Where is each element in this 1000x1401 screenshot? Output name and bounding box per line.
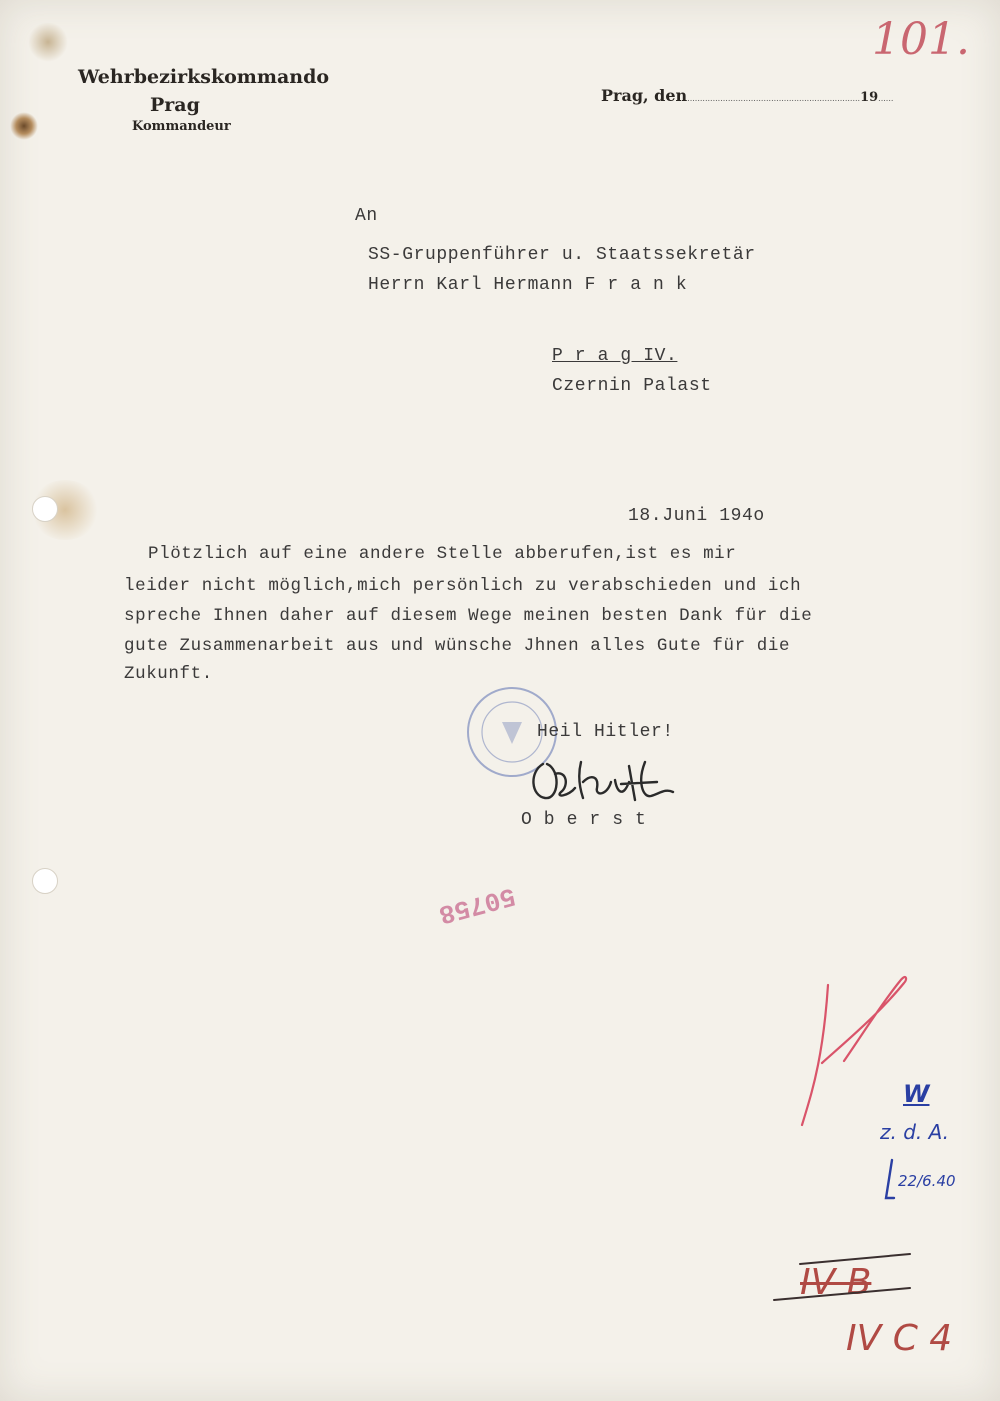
recipient-address: Czernin Palast [552,376,712,396]
annotation-initial: W [903,1080,930,1108]
rust-stain [28,22,68,62]
punch-hole [32,868,58,894]
body-line: spreche Ihnen daher auf diesem Wege meinen besten Dank für die [124,606,813,626]
signature-title: O b e r s t [521,810,647,830]
red-check-mark [782,975,922,1135]
body-line: Zukunft. [124,664,213,684]
recipient-city: P r a g IV. [552,346,678,366]
rust-stain [10,112,38,140]
stamp-number: 50758 [435,880,519,930]
letterhead-line1: Wehrbezirkskommando [78,66,330,88]
dateline-dots: .................................................................... [687,94,861,103]
strike-lines [770,1252,920,1312]
closing: Heil Hitler! [537,722,674,742]
body-line: leider nicht möglich,mich persönlich zu verabschieden und ich [124,576,802,596]
recipient-line2: Herrn Karl Hermann F r a n k [368,275,688,295]
punch-hole [32,496,58,522]
annotation-register: IV C 4 [846,1318,953,1359]
annotation-struck-register: IV B [800,1262,872,1303]
recipient-line1: SS-Gruppenführer u. Staatssekretär [368,245,756,265]
annotation-bracket [880,1158,896,1204]
letterhead-line3: Kommandeur [132,119,231,134]
letter-date: 18.Juni 194o [628,506,765,526]
dateline-year: 19 [860,90,879,105]
body-line: gute Zusammenarbeit aus und wünsche Jhnen alles Gute für die [124,636,791,656]
archive-number: 101. [872,14,970,65]
annotation-date: 22/6.40 [898,1172,956,1190]
body-line: Plötzlich auf eine andere Stelle abberufen,ist es mir [148,544,737,564]
salutation: An [355,206,378,226]
dateline-dots: ...... [878,94,894,103]
annotation-zda: z. d. A. [880,1120,950,1144]
dateline [601,86,893,105]
dateline-prefix: Prag, den [601,86,688,105]
signature [525,752,685,812]
letterhead-line2: Prag [150,94,200,116]
